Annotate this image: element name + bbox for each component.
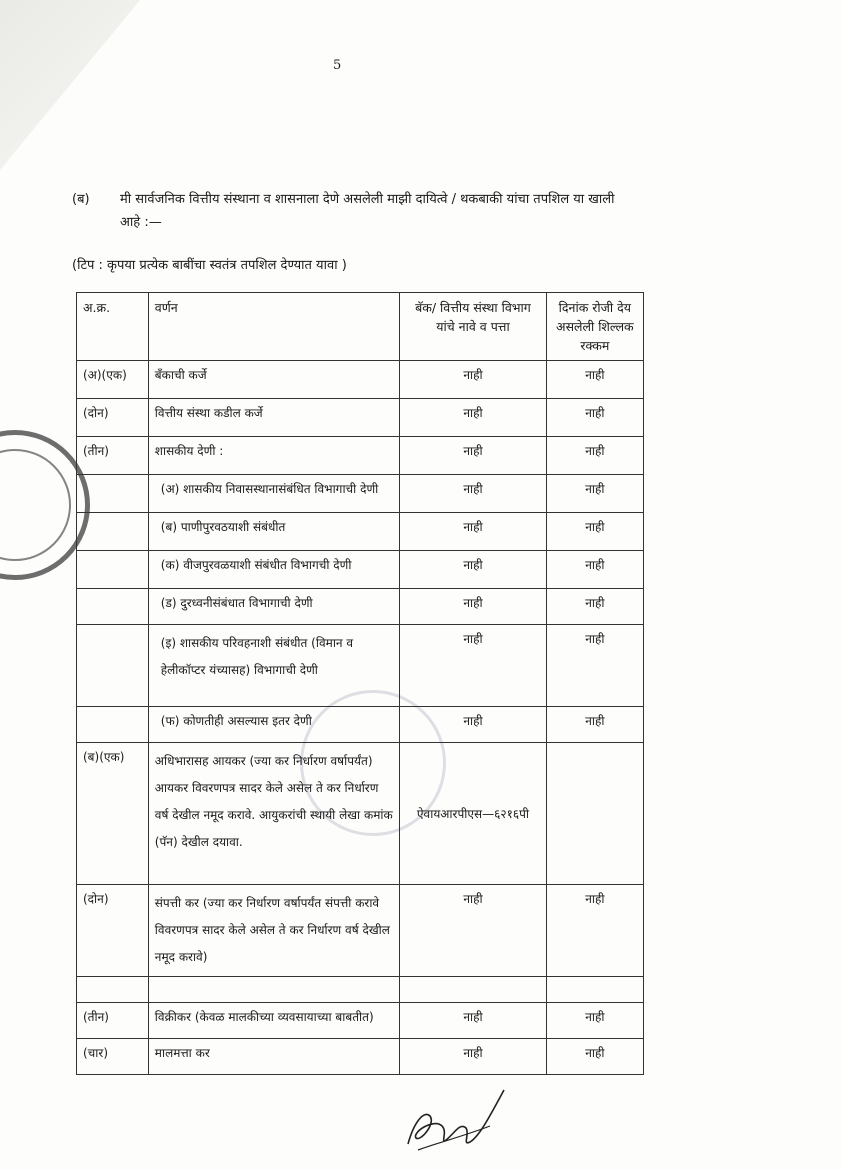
cell-bank: नाही	[400, 1003, 546, 1039]
header-serial: अ.क्र.	[77, 293, 149, 361]
table-row	[77, 437, 644, 475]
table-row	[77, 885, 644, 977]
cell-serial: (अ)(एक)	[77, 361, 149, 399]
intro-paragraph	[72, 188, 632, 234]
cell-description: वित्तीय संस्था कडील कर्जे	[148, 399, 399, 437]
cell-serial	[77, 589, 149, 625]
cell-description: अधिभारासह आयकर (ज्या कर निर्धारण वर्षापर्यंत) आयकर विवरणपत्र सादर केले असेल ते कर निर्धारण वर्ष देखील नमूद करावे. आयुकरांची स्थायी लेखा कमांक (पॅन) देखील दयावा.	[148, 743, 399, 885]
cell-amount: नाही	[546, 1039, 643, 1075]
table-row	[77, 513, 644, 551]
header-description: वर्णन	[148, 293, 399, 361]
cell-description: (क) वीजपुरवळयाशी संबंधीत विभागची देणी	[148, 551, 399, 589]
cell-amount: नाही	[546, 399, 643, 437]
cell-description: (फ) कोणतीही असल्यास इतर देणी	[148, 707, 399, 743]
cell-bank: नाही	[400, 707, 546, 743]
cell-amount: नाही	[546, 589, 643, 625]
note: (टिप : कृपया प्रत्येक बाबींचा स्वतंत्र तपशिल देण्यात यावा )	[72, 258, 347, 273]
cell-description: बॅंकाची कर्जे	[148, 361, 399, 399]
cell-description: संपत्ती कर (ज्या कर निर्धारण वर्षापर्यंत संपत्ती करावे विवरणपत्र सादर केले असेल ते कर निर्धारण वर्ष देखील नमूद करावे)	[148, 885, 399, 977]
cell-description: शासकीय देणी :	[148, 437, 399, 475]
intro-text: मी सार्वजनिक वित्तीय संस्थाना व शासनाला देणे असलेली माझी दायित्वे / थकबाकी यांचा तपशिल या खाली आहे :—	[120, 192, 615, 230]
table-row	[77, 743, 644, 885]
cell-bank: नाही	[400, 885, 546, 977]
table-row	[77, 399, 644, 437]
cell-serial	[77, 513, 149, 551]
table-row	[77, 361, 644, 399]
cell-amount: नाही	[546, 513, 643, 551]
cell-serial	[77, 707, 149, 743]
cell-serial: (तीन)	[77, 437, 149, 475]
cell-description: (ड) दुरध्वनीसंबंधात विभागाची देणी	[148, 589, 399, 625]
cell-bank: नाही	[400, 551, 546, 589]
cell-serial: (ब)(एक)	[77, 743, 149, 885]
cell-serial	[77, 625, 149, 707]
cell-serial: (दोन)	[77, 885, 149, 977]
cell-amount: नाही	[546, 551, 643, 589]
table-row	[77, 625, 644, 707]
cell-bank	[400, 977, 546, 1003]
cell-bank: नाही	[400, 437, 546, 475]
cell-description: (ब) पाणीपुरवठयाशी संबंधीत	[148, 513, 399, 551]
page-number: 5	[333, 58, 342, 73]
cell-bank: नाही	[400, 513, 546, 551]
table-row	[77, 977, 644, 1003]
table-row	[77, 1039, 644, 1075]
cell-serial: (तीन)	[77, 1003, 149, 1039]
cell-serial: (दोन)	[77, 399, 149, 437]
signature	[400, 1082, 510, 1162]
cell-serial	[77, 551, 149, 589]
cell-description: (इ) शासकीय परिवहनाशी संबंधीत (विमान व हेलीकॉप्टर यंच्यासह) विभागाची देणी	[148, 625, 399, 707]
table-row	[77, 475, 644, 513]
cell-amount: नाही	[546, 625, 643, 707]
header-bank: बॅक/ वित्तीय संस्था विभाग यांचे नावे व पत्ता	[400, 293, 546, 361]
cell-bank: ऐवायआरपीएस—६२१६पी	[400, 743, 546, 885]
cell-bank: नाही	[400, 361, 546, 399]
cell-amount: नाही	[546, 361, 643, 399]
liabilities-table	[76, 292, 644, 1075]
cell-amount: नाही	[546, 885, 643, 977]
cell-description: विक्रीकर (केवळ मालकीच्या व्यवसायाच्या बाबतीत)	[148, 1003, 399, 1039]
cell-serial	[77, 977, 149, 1003]
cell-amount: नाही	[546, 437, 643, 475]
header-amount: दिनांक रोजी देय असलेली शिल्लक रक्कम	[546, 293, 643, 361]
cell-bank: नाही	[400, 475, 546, 513]
cell-amount	[546, 977, 643, 1003]
table-row	[77, 589, 644, 625]
header-row	[77, 293, 644, 361]
table-row	[77, 707, 644, 743]
section-marker: (ब)	[72, 192, 90, 207]
cell-serial	[77, 475, 149, 513]
cell-amount: नाही	[546, 475, 643, 513]
cell-description: मालमत्ता कर	[148, 1039, 399, 1075]
cell-amount: नाही	[546, 707, 643, 743]
table-row	[77, 1003, 644, 1039]
cell-description	[148, 977, 399, 1003]
cell-amount: नाही	[546, 1003, 643, 1039]
cell-bank: नाही	[400, 399, 546, 437]
folded-corner	[0, 0, 140, 170]
cell-description: (अ) शासकीय निवासस्थानासंबंधित विभागाची देणी	[148, 475, 399, 513]
cell-amount	[546, 743, 643, 885]
cell-serial: (चार)	[77, 1039, 149, 1075]
table-row	[77, 551, 644, 589]
cell-bank: नाही	[400, 1039, 546, 1075]
cell-bank: नाही	[400, 589, 546, 625]
cell-bank: नाही	[400, 625, 546, 707]
